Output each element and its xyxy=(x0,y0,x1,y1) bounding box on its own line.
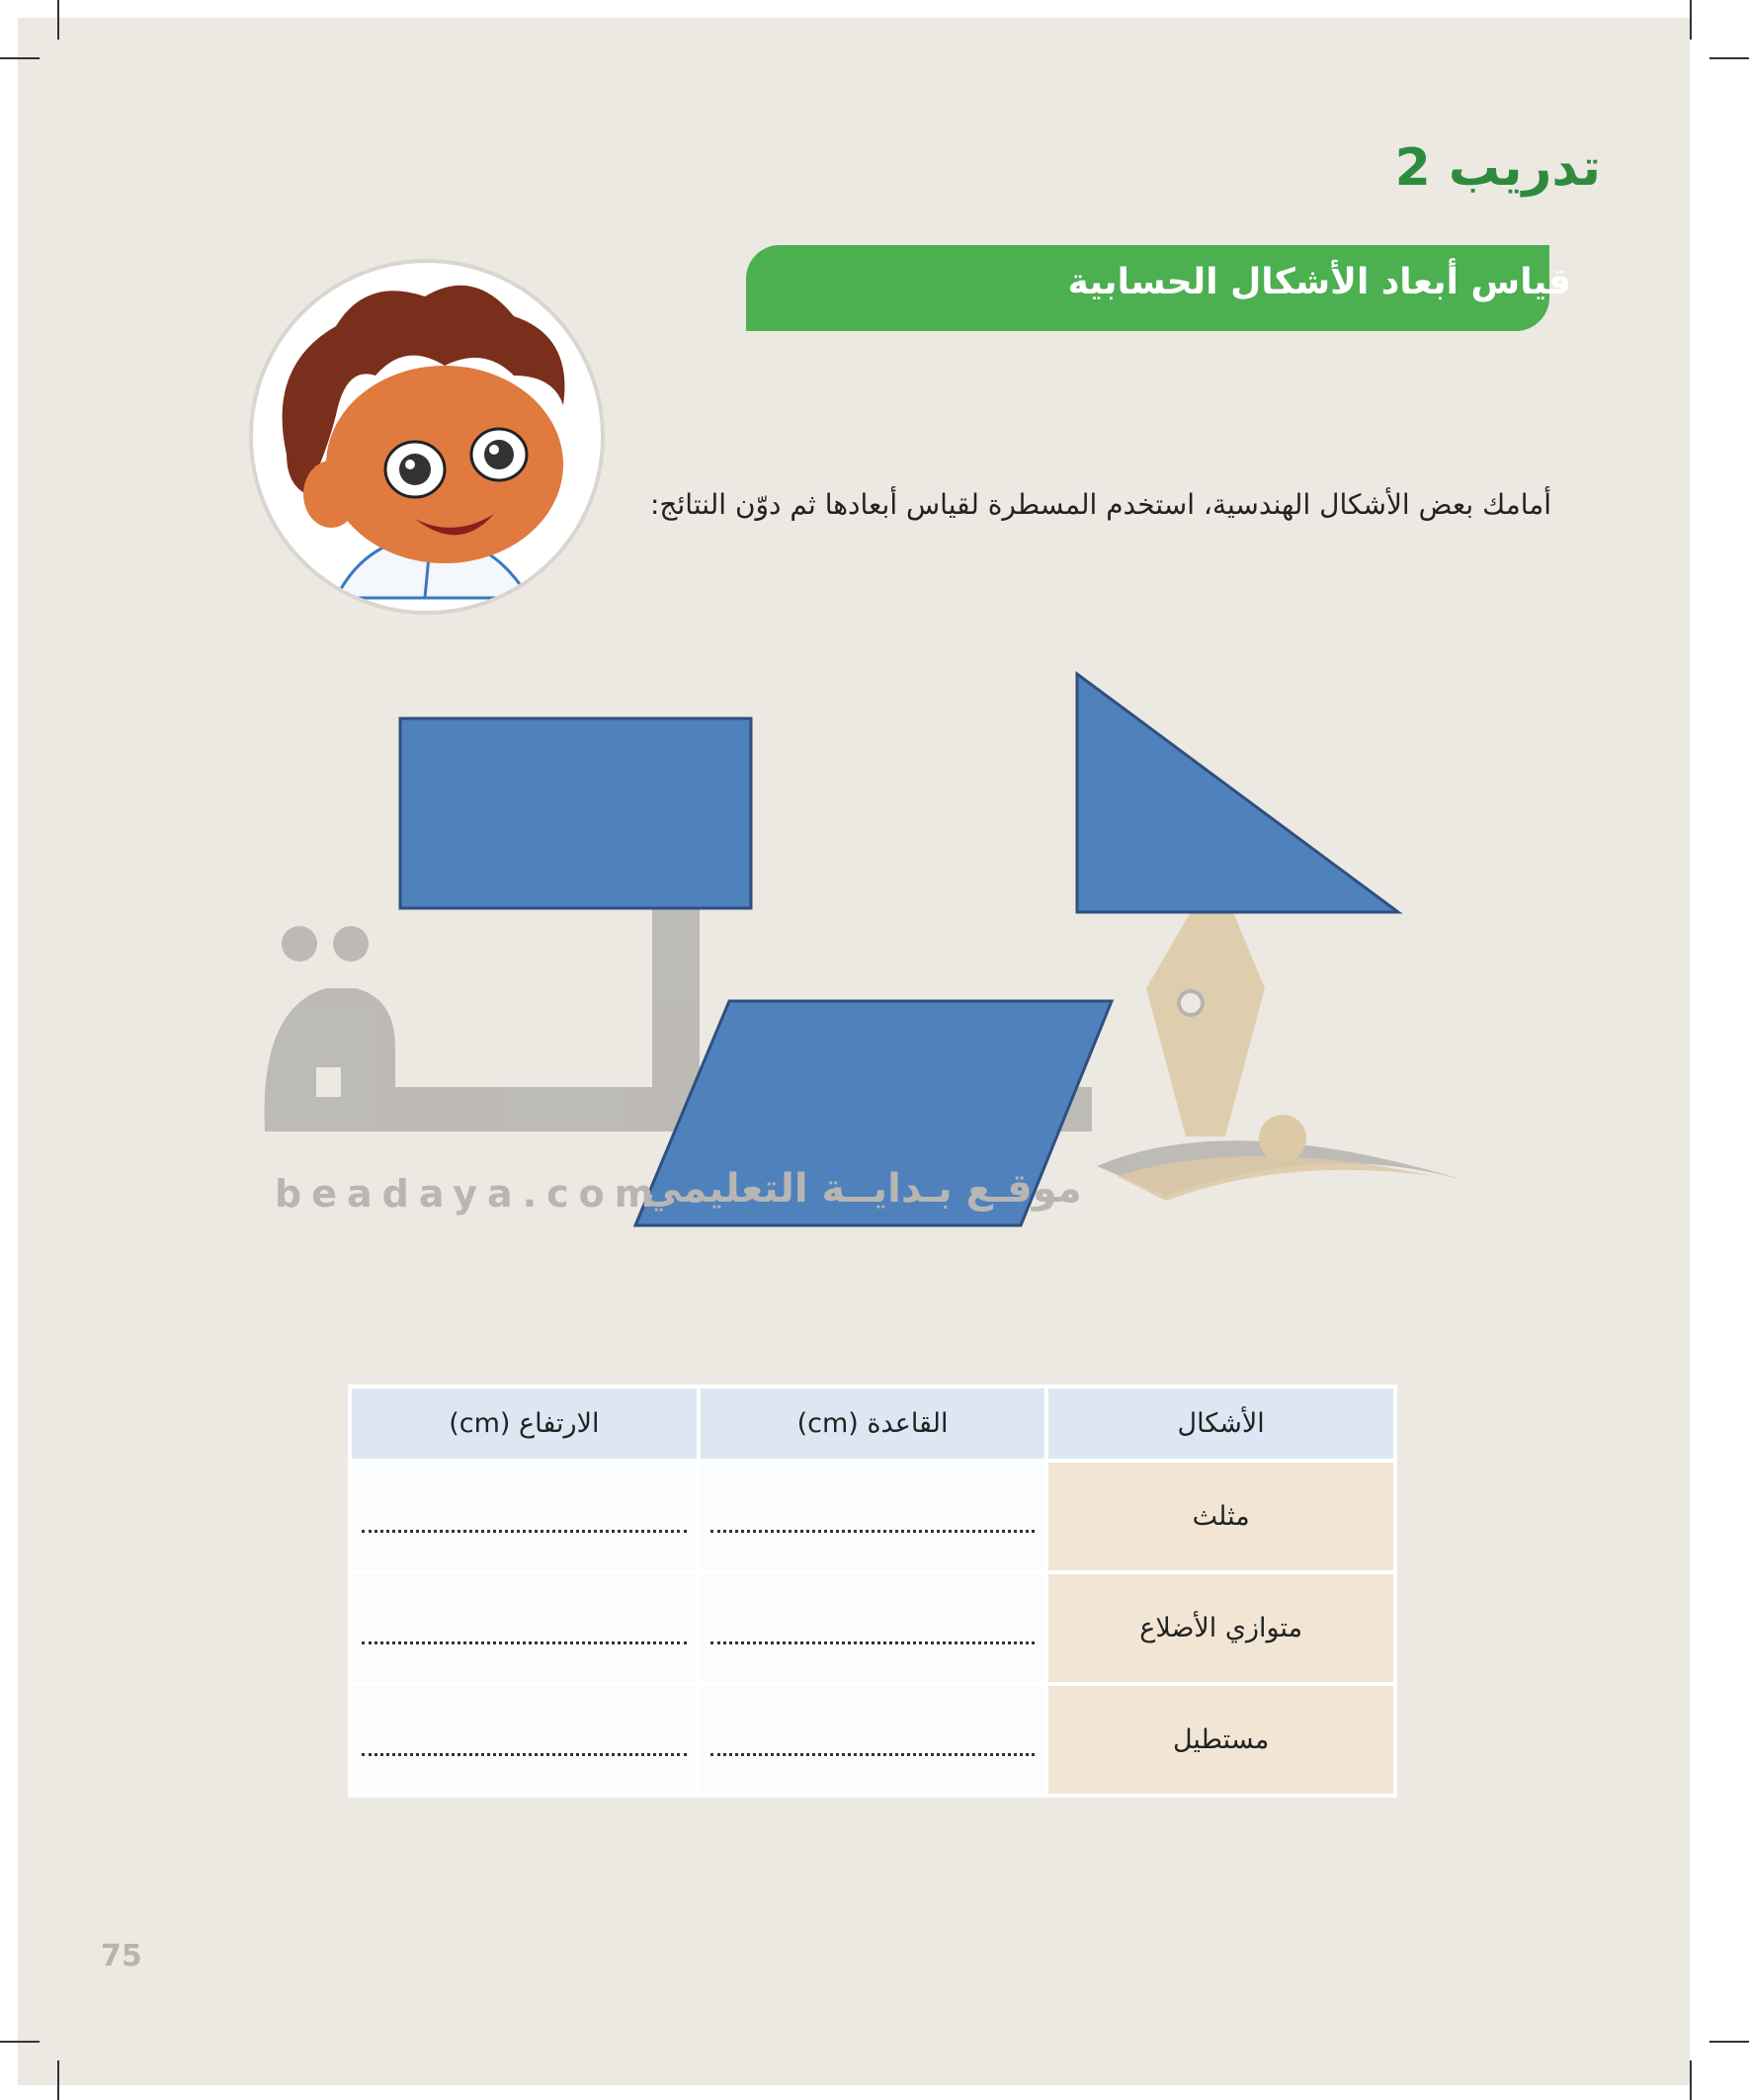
height-answer-field[interactable] xyxy=(350,1572,699,1684)
shape-name-cell: مستطيل xyxy=(1046,1684,1395,1796)
dotted-line xyxy=(710,1753,1036,1756)
section-banner-label: قياس أبعاد الأشكال الحسابية xyxy=(1067,262,1571,302)
dotted-line xyxy=(710,1530,1036,1533)
rectangle-shape xyxy=(400,718,751,908)
table-row xyxy=(350,1461,1395,1572)
page-number: 75 xyxy=(101,1939,142,1974)
table-row xyxy=(350,1572,1395,1684)
dotted-line xyxy=(710,1641,1036,1644)
dotted-line xyxy=(362,1530,687,1533)
base-answer-field[interactable] xyxy=(699,1461,1047,1572)
dotted-line xyxy=(362,1753,687,1756)
base-answer-field[interactable] xyxy=(699,1684,1047,1796)
exercise-title: تدريب 2 xyxy=(1394,138,1601,198)
height-answer-field[interactable] xyxy=(350,1461,699,1572)
watermark-url: beadaya.com xyxy=(275,1172,664,1216)
table-row xyxy=(350,1684,1395,1796)
shape-name-cell: متوازي الأضلاع xyxy=(1046,1572,1395,1684)
instruction-text: أمامك بعض الأشكال الهندسية، استخدم المسطرة لقياس أبعادها ثم دوّن النتائج: xyxy=(650,488,1551,521)
header-height: الارتفاع (cm) xyxy=(350,1386,699,1461)
measurements-table xyxy=(348,1385,1397,1798)
header-shapes: الأشكال xyxy=(1046,1386,1395,1461)
watermark-arabic: موقـع بـدايــة التعليمي xyxy=(642,1166,1082,1212)
base-answer-field[interactable] xyxy=(699,1572,1047,1684)
header-base: القاعدة (cm) xyxy=(699,1386,1047,1461)
height-answer-field[interactable] xyxy=(350,1684,699,1796)
dotted-line xyxy=(362,1641,687,1644)
shape-name-cell: مثلث xyxy=(1046,1461,1395,1572)
triangle-shape xyxy=(1077,674,1398,912)
